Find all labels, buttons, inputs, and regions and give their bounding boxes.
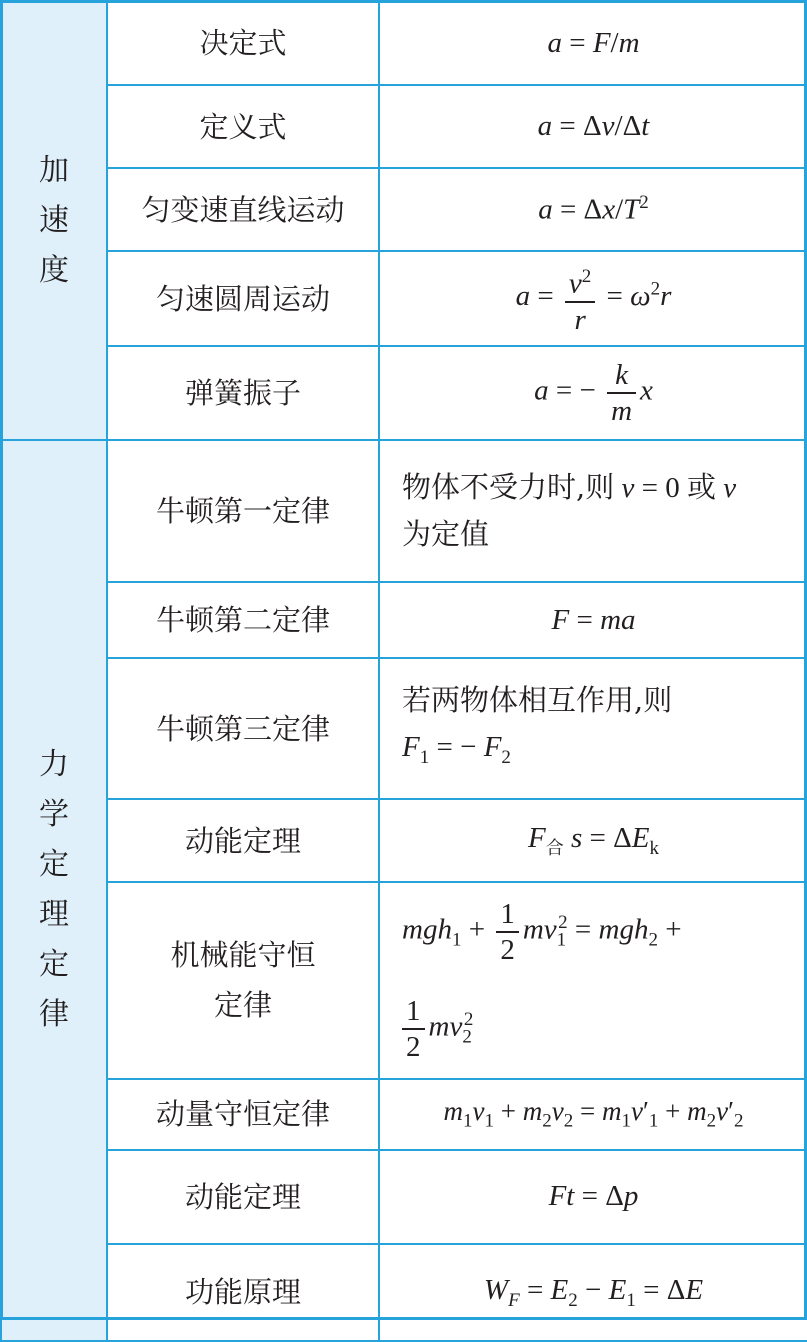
group-char: 速 [39, 202, 69, 238]
row-name: 动能定理 [107, 1150, 379, 1244]
row-formula: 物体不受力时,则 v = 0 或 v 为定值 [379, 440, 807, 582]
row-name: 功能原理 [107, 1244, 379, 1341]
fraction: $\frac{k}{m}$ [607, 358, 636, 428]
row-formula: F = ma [379, 582, 807, 658]
row-formula: Ft = Δp [379, 1150, 807, 1244]
row-formula: $W_F = E_2 - E_1 = \Delta E$ [379, 1244, 807, 1341]
row-name: 牛顿第二定律 [107, 582, 379, 658]
row-name: 牛顿第三定律 [107, 658, 379, 799]
row-formula: 若两物体相互作用,则 $F_1$ = − $F_2$ [379, 658, 807, 799]
row-formula: a = − $\frac{k}{m}$ x [379, 346, 807, 440]
formula-text: 若两物体相互作用,则 [402, 682, 673, 717]
row-name: 动量守恒定律 [107, 1079, 379, 1150]
formula-text: 为定值 [402, 517, 490, 551]
group-char: 力 [39, 747, 69, 783]
formula-text: 物体不受力时,则 [402, 470, 615, 504]
row-name: 牛顿第一定律 [107, 440, 379, 582]
row-name-line: 机械能守恒 [170, 938, 316, 973]
row-formula: a = Δv/Δt [379, 85, 807, 168]
row-name: 匀变速直线运动 [107, 168, 379, 251]
row-name: 弹簧振子 [107, 346, 379, 440]
fraction: $\frac{1}{2}$ [402, 994, 425, 1064]
row-name: 决定式 [107, 1, 379, 85]
formula-subscript: 合 [545, 837, 564, 859]
group-char: 定 [39, 947, 69, 983]
row-formula: $a = \Delta x/T^2$ [379, 168, 807, 251]
row-name-line: 定律 [213, 988, 272, 1023]
row-formula: $m_1v_1 + m_2v_2 = m_1v'_1 + m_2v'_2$ [379, 1079, 807, 1150]
fraction: $\frac{v^2}{r}$ [565, 260, 595, 337]
formula-text: 或 [686, 470, 716, 504]
row-formula: $F_合$ $s = \Delta E_k$ [379, 799, 807, 882]
fraction: $\frac{1}{2}$ [496, 897, 519, 967]
row-formula: a = F/m [379, 1, 807, 85]
group-char: 学 [39, 797, 69, 833]
group-char: 度 [39, 252, 69, 288]
row-formula: mgh$_1$ + $\frac{1}{2}$ $mv_1^2 = mgh_2$ + $\frac{1}{2}$ $mv_2^2$ [379, 882, 807, 1079]
row-name: 匀速圆周运动 [107, 251, 379, 346]
group-char: 理 [39, 897, 69, 933]
row-name: 动能定理 [107, 799, 379, 882]
row-formula: a = $\frac{v^2}{r}$ = $\omega^2r$ [379, 251, 807, 346]
group-char: 加 [39, 152, 69, 188]
row-name: 定义式 [107, 85, 379, 168]
group-char: 定 [39, 847, 69, 883]
group-char: 律 [39, 997, 69, 1033]
